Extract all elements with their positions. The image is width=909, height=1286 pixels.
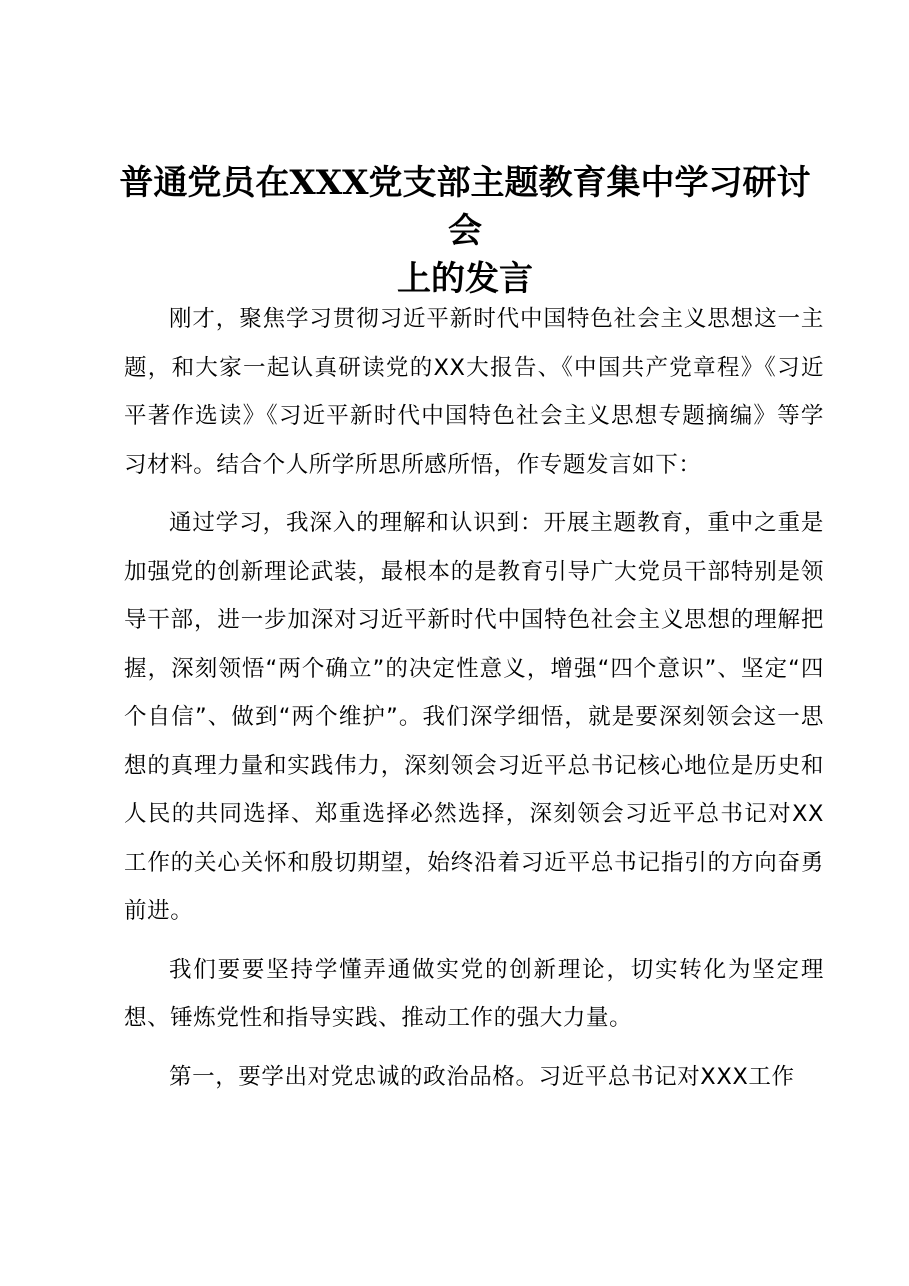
document-body [124, 295, 824, 1111]
paragraph-1: 刚才，聚焦学习贯彻习近平新时代中国特色社会主义思想这一主题，和大家一起认真研读党的XX大报告、《中国共产党章程》《习近平著作选读》《习近平新时代中国特色社会主义思想专题摘编》等学习材料。结合个人所学所思所感所悟，作专题发言如下： [124, 306, 824, 478]
title-line-1: 普通党员在XXX党支部主题教育集中学习研讨会 [119, 163, 811, 251]
paragraph-3: 我们要要坚持学懂弄通做实党的创新理论，切实转化为坚定理想、锤炼党性和指导实践、推动工作的强大力量。 [124, 956, 824, 1031]
title-line-2: 上的发言 [397, 259, 533, 299]
document-title [110, 159, 820, 303]
paragraph-2: 通过学习，我深入的理解和认识到：开展主题教育，重中之重是加强党的创新理论武装，最根本的是教育引导广大党员干部特别是领导干部，进一步加深对习近平新时代中国特色社会主义思想的理解把握，深刻领悟“两个确立”的决定性意义，增强“四个意识”、坚定“四个自信”、做到“两个维护”。我们深学细悟，就是要深刻领会这一思想的真理力量和实践伟力，深刻领会习近平总书记核心地位是历史和人民的共同选择、郑重选择必然选择，深刻领会习近平总书记对XX工作的关心关怀和殷切期望，始终沿着习近平总书记指引的方向奋勇前进。 [124, 510, 824, 924]
paragraph-4: 第一，要学出对党忠诚的政治品格。习近平总书记对XXX工作 [169, 1063, 795, 1090]
